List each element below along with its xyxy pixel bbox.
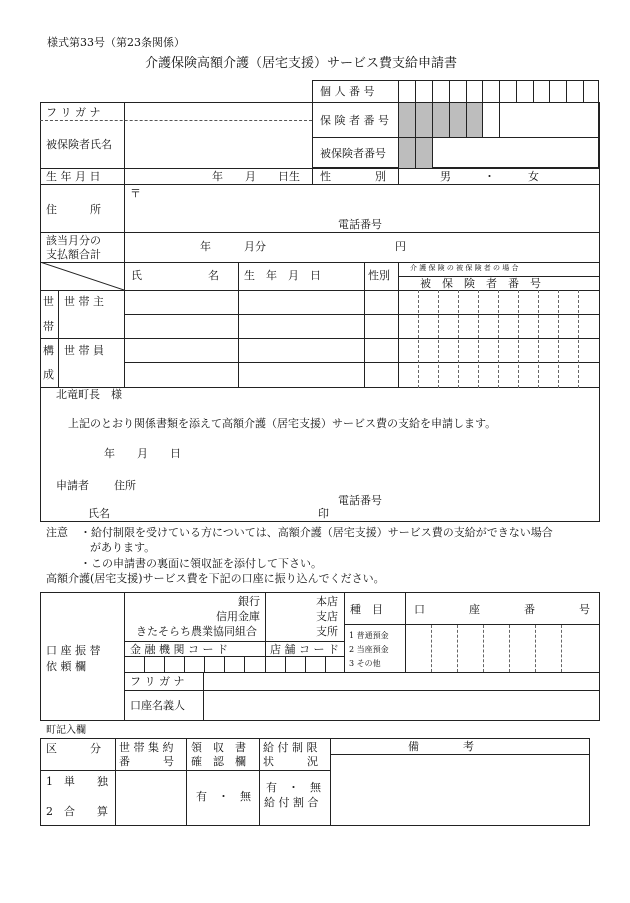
yen-label: 円 — [395, 240, 406, 253]
branch-honten[interactable]: 本店 — [316, 595, 338, 608]
office-col-remarks: 備 考 — [408, 740, 474, 753]
holder-field[interactable] — [204, 673, 598, 720]
type-option-3[interactable]: 3 その他 — [349, 659, 381, 668]
office-row-combined[interactable]: 2 合 算 — [46, 805, 108, 818]
dob-field[interactable]: 年 月 日生 — [212, 170, 300, 183]
seal-mark: 印 — [318, 507, 329, 520]
type-option-1[interactable]: 1 普通預金 — [349, 631, 389, 640]
applicant-address-label: 住所 — [114, 479, 136, 492]
side-3: 構 — [43, 344, 54, 357]
side-2: 帯 — [43, 320, 54, 333]
col-name: 氏 名 — [131, 269, 219, 282]
bank-code-label: 金 融 機 関 コ ー ド — [130, 643, 228, 656]
sex-label: 性 別 — [320, 170, 386, 183]
applicant-phone-label: 電話番号 — [338, 494, 382, 507]
col-sex: 性別 — [368, 269, 390, 282]
office-row-single[interactable]: 1 単 独 — [46, 775, 108, 788]
office-col-limit-b: 状 況 — [263, 755, 318, 768]
office-col-limit-a: 給 付 制 限 — [263, 741, 318, 754]
office-col-receipt-a: 領 収 書 — [191, 741, 246, 754]
holder-label: 口座名義人 — [130, 699, 185, 712]
branch-code-label: 店 舗 コ ー ド — [270, 643, 339, 656]
account-type-label: 種 目 — [350, 603, 383, 616]
side-4: 成 — [43, 368, 54, 381]
applicant-name-label: 氏名 — [88, 507, 110, 520]
side-1: 世 — [43, 295, 54, 308]
insurer-number-label: 保 険 者 番 号 — [320, 114, 389, 127]
payment-label-2: 支払額合計 — [46, 248, 101, 261]
branch-shiten[interactable]: 支店 — [316, 610, 338, 623]
note-1b: があります。 — [90, 541, 156, 554]
declaration-text: 上記のとおり関係書類を添えて高額介護（居宅支援）サービス費の支給を申請します。 — [68, 417, 497, 430]
limit-options[interactable]: 有 ・ 無 — [266, 781, 321, 794]
office-col-category: 区 分 — [46, 742, 101, 755]
phone-label: 電話番号 — [338, 218, 382, 231]
personal-number-label: 個 人 番 号 — [320, 85, 375, 98]
bank-type-bank[interactable]: 銀行 — [238, 595, 260, 608]
addressee: 北竜町長 様 — [56, 388, 122, 401]
name-field[interactable] — [125, 121, 311, 167]
payment-label-1: 該当月分の — [46, 234, 101, 247]
member-label: 世 帯 員 — [64, 344, 104, 357]
name-label: 被保険者氏名 — [46, 138, 112, 151]
address-label: 住 所 — [46, 203, 101, 216]
office-col-household-b: 番 号 — [119, 755, 174, 768]
type-option-2[interactable]: 2 当座預金 — [349, 645, 389, 654]
receipt-options[interactable]: 有 ・ 無 — [196, 790, 251, 803]
furigana-label: フ リ ガ ナ — [46, 106, 101, 119]
furigana-field[interactable] — [125, 103, 311, 120]
col-note: 介 護 保 険 の 被 保 険 者 の 場 合 — [410, 264, 519, 272]
declaration-date[interactable]: 年 月 日 — [104, 447, 181, 460]
bank-type-ja[interactable]: きたそらち農業協同組合 — [136, 625, 257, 638]
branch-shisho[interactable]: 支所 — [316, 625, 338, 638]
dob-label: 生 年 月 日 — [46, 170, 101, 183]
sex-options[interactable]: 男 ・ 女 — [440, 170, 539, 183]
account-number-label: 口 座 番 号 — [414, 603, 590, 616]
bank-label-2: 依 頼 欄 — [46, 660, 86, 673]
bank-label-1: 口 座 振 替 — [46, 644, 101, 657]
col-dob: 生 年 月 日 — [244, 269, 321, 282]
transfer-instruction: 高額介護(居宅支援)サービス費を下記の口座に振り込んでください。 — [46, 572, 385, 585]
note-1a: ・給付制限を受けている方については、高額介護（居宅支援）サービス費の支給ができない場合 — [80, 526, 553, 539]
form-title: 介護保険高額介護（居宅支援）サービス費支給申請書 — [145, 56, 458, 71]
insured-number-label: 被保険者番号 — [320, 147, 386, 160]
benefit-ratio-label: 給 付 割 合 — [264, 796, 319, 809]
bank-type-shinkin[interactable]: 信用金庫 — [216, 610, 260, 623]
diagonal-header-cell — [40, 262, 124, 290]
form-number: 様式第33号（第23条関係） — [47, 36, 185, 49]
holder-furigana-label: フ リ ガ ナ — [130, 675, 185, 688]
postal-mark: 〒 — [130, 187, 141, 200]
applicant-label: 申請者 — [56, 479, 89, 492]
head-label: 世 帯 主 — [64, 295, 104, 308]
col-number: 被 保 険 者 番 号 — [420, 277, 541, 290]
office-col-household-a: 世 帯 集 約 — [119, 741, 174, 754]
address-field[interactable] — [140, 186, 595, 216]
office-col-receipt-b: 確 認 欄 — [191, 755, 246, 768]
payment-month-field[interactable]: 年 月分 — [200, 240, 266, 253]
office-label: 町記入欄 — [46, 725, 86, 736]
note-2: ・この申請書の裏面に領収証を添付して下さい。 — [80, 557, 322, 570]
notes-label: 注意 — [46, 526, 68, 539]
